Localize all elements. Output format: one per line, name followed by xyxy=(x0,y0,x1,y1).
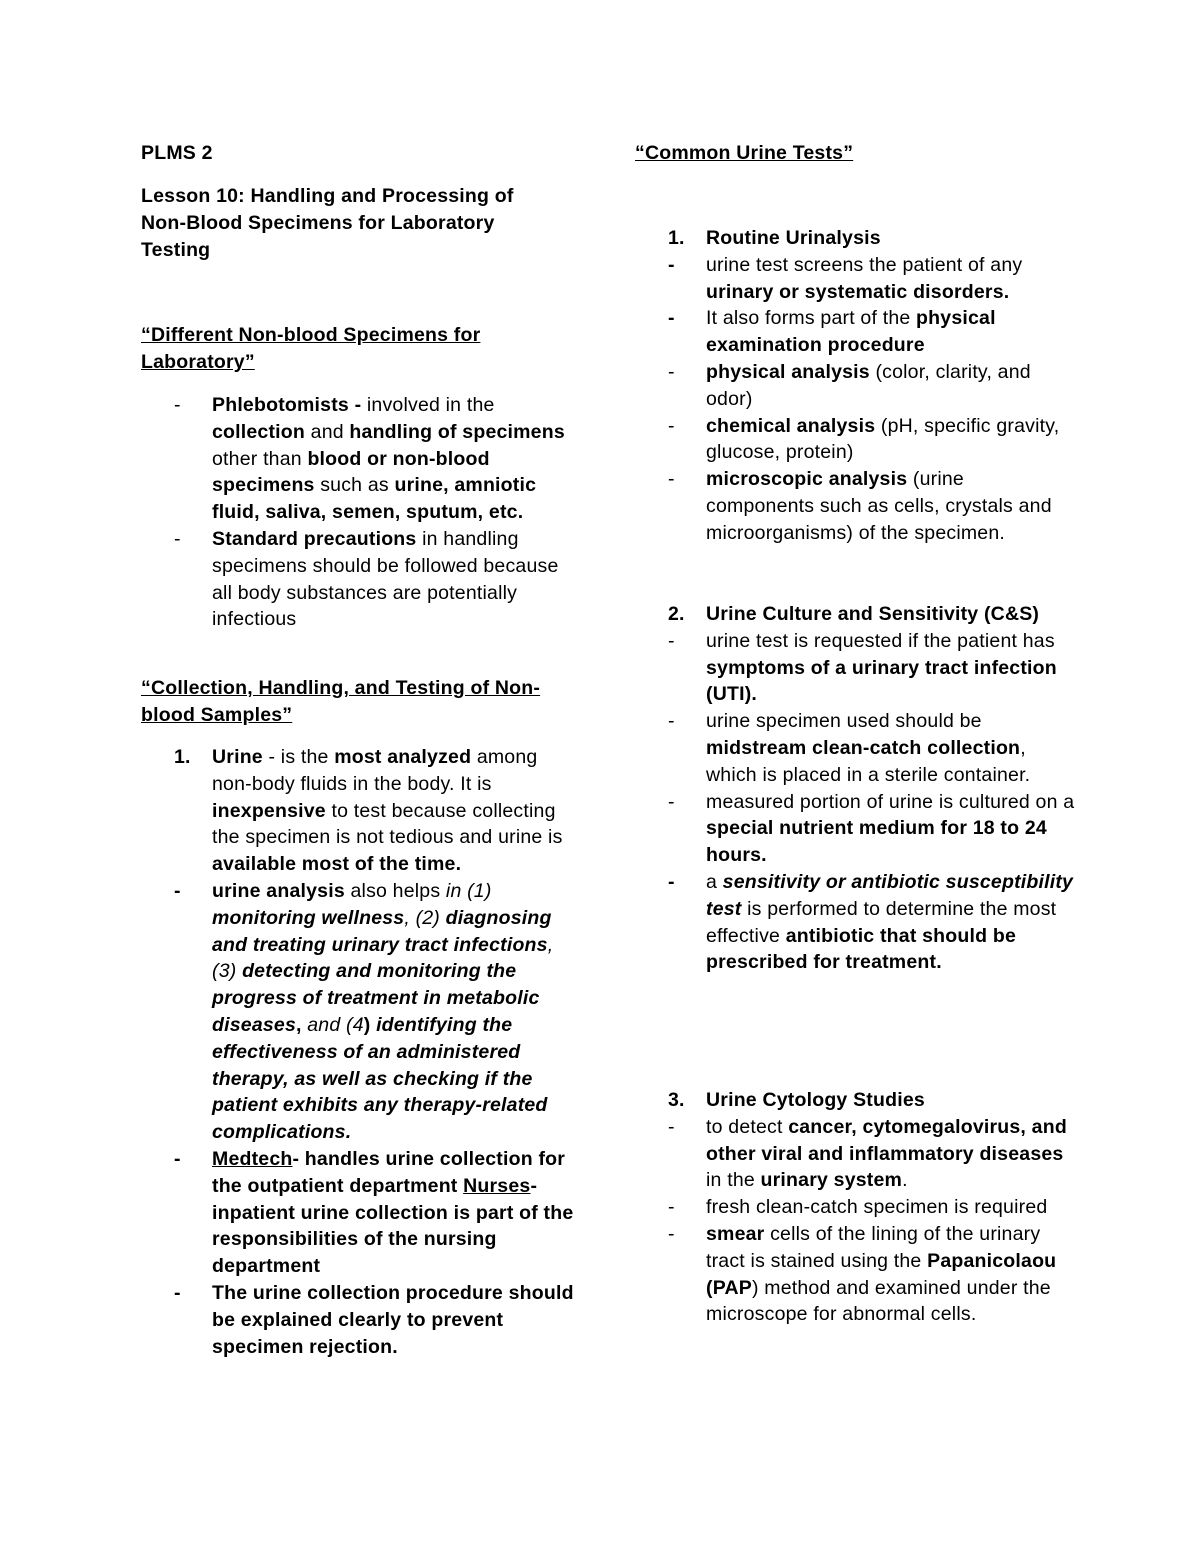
text-run: in (1) xyxy=(445,879,492,902)
text-run: (pH, specific gravity, glucose, protein) xyxy=(706,414,1060,464)
text-run: , (2) xyxy=(404,906,446,929)
text-run: ) xyxy=(363,1013,377,1036)
list-item xyxy=(635,359,1075,413)
list-item-text xyxy=(706,1221,1075,1328)
test-title: Routine Urinalysis xyxy=(706,227,881,249)
bullet-marker: - xyxy=(668,307,675,330)
bullet-marker: - xyxy=(668,1115,675,1138)
list-item-text xyxy=(212,1280,581,1360)
test-title-row xyxy=(635,1087,1075,1114)
list-item xyxy=(635,789,1075,869)
list-item-text xyxy=(212,878,581,1146)
list-item xyxy=(635,628,1075,708)
text-run: sensitivity or antibiotic susceptibility test xyxy=(706,870,1074,920)
list-item-text xyxy=(212,392,581,526)
section-heading-common-urine-tests: “Common Urine Tests” xyxy=(635,142,854,164)
test-title: Urine Cytology Studies xyxy=(706,1089,925,1111)
test-urine-culture xyxy=(635,601,1075,976)
bullet-marker: - xyxy=(668,710,675,733)
text-run: physical analysis xyxy=(706,360,870,383)
text-run: . xyxy=(902,1169,908,1192)
text-run: microscopic analysis xyxy=(706,468,908,491)
section-heading-collection-handling: “Collection, Handling, and Testing of Non-blood Samples” xyxy=(141,677,541,726)
list-item xyxy=(141,878,581,1146)
text-run: (urine components such as cells, crystals and microorganisms) of the specimen. xyxy=(706,468,1052,544)
list-item-text xyxy=(706,466,1075,546)
text-run: also helps xyxy=(344,879,446,902)
lesson-title: Lesson 10: Handling and Processing of Non-Blood Specimens for Laboratory Testing xyxy=(141,185,514,261)
list-item xyxy=(141,526,581,633)
test-number: 1. xyxy=(668,227,685,249)
test-number: 2. xyxy=(668,603,685,625)
text-run: Urine xyxy=(212,746,263,768)
text-run: - handles urine collection for the outpatient department xyxy=(212,1147,566,1197)
list-item-text xyxy=(212,526,581,633)
text-run: The urine collection procedure should be explained clearly to prevent specimen rejection. xyxy=(212,1281,574,1358)
text-run: urine test screens the patient of any xyxy=(706,253,1023,276)
bullet-marker: - xyxy=(668,414,675,437)
text-run: and (4 xyxy=(307,1013,364,1036)
text-run: physical examination procedure xyxy=(706,307,996,357)
text-run: such as xyxy=(314,474,395,497)
bullet-marker: - xyxy=(174,879,181,902)
list-item-text xyxy=(706,708,1075,788)
text-run: urine analysis xyxy=(212,879,345,902)
test-title: Urine Culture and Sensitivity (C&S) xyxy=(706,603,1040,625)
bullet-marker: - xyxy=(174,1147,181,1170)
list-item xyxy=(635,1194,1075,1221)
bullet-marker: - xyxy=(174,527,181,550)
text-run: (color, clarity, and odor) xyxy=(706,360,1031,410)
text-run: urine test is requested if the patient has xyxy=(706,629,1055,652)
text-run: urine, amniotic fluid, saliva, semen, sputum, etc. xyxy=(212,474,537,524)
text-run: , which is placed in a sterile container. xyxy=(706,736,1031,786)
text-run: cells of the lining of the urinary tract is stained using the xyxy=(706,1222,1041,1272)
text-run: diagnosing and treating urinary tract infections xyxy=(212,906,552,956)
bullet-marker: - xyxy=(668,629,675,652)
text-run: handling of specimens xyxy=(349,420,565,443)
list-item xyxy=(141,1280,581,1360)
text-run: special nutrient medium for 18 to 24 hours. xyxy=(706,817,1047,867)
list-item-text xyxy=(706,628,1075,708)
text-run: among non-body fluids in the body. It is xyxy=(212,746,538,795)
bullet-marker: - xyxy=(668,790,675,813)
text-run: cancer, cytomegalovirus, and other viral and inflammatory diseases xyxy=(706,1115,1067,1165)
bullet-marker: - xyxy=(668,253,675,276)
text-run: , xyxy=(296,1013,308,1036)
list-item xyxy=(635,869,1075,976)
text-run: ) method and examined under the microscope for abnormal cells. xyxy=(706,1276,1051,1326)
list-item-text xyxy=(212,1146,581,1280)
text-run: urine specimen used should be xyxy=(706,710,982,733)
list-item xyxy=(635,1221,1075,1328)
text-run: to detect xyxy=(706,1115,789,1138)
list-item xyxy=(635,466,1075,546)
list-item xyxy=(141,392,581,526)
list-item-text xyxy=(706,252,1075,306)
list-item-text xyxy=(212,744,581,878)
bullet-marker: - xyxy=(174,1281,181,1304)
text-run: antibiotic that should be prescribed for treatment. xyxy=(706,924,1017,974)
text-run: most analyzed xyxy=(334,746,472,768)
text-run: collection xyxy=(212,420,306,443)
text-run: monitoring wellness xyxy=(212,906,405,929)
list-item-text xyxy=(706,305,1075,359)
test-urine-cytology xyxy=(635,1087,1075,1328)
text-run: - is the xyxy=(262,746,335,768)
text-run: detecting and monitoring the progress of treatment in metabolic diseases xyxy=(212,960,540,1036)
text-run: fresh clean-catch specimen is required xyxy=(706,1196,1048,1219)
test-title-row xyxy=(635,225,1075,252)
bullet-marker: - xyxy=(174,394,181,416)
text-run: Phlebotomists - xyxy=(212,394,367,416)
section1-list xyxy=(141,392,581,633)
text-run: identifying the effectiveness of an administered therapy, as well as checking if the patient exhibits any therapy-related complications. xyxy=(212,1013,548,1144)
text-run: to test because collecting the specimen is not tedious and urine is xyxy=(212,799,563,849)
text-run: available most of the time. xyxy=(212,853,462,876)
text-run: midstream clean-catch collection xyxy=(706,736,1021,759)
list-item xyxy=(141,1146,581,1280)
text-run: measured portion of urine is cultured on a xyxy=(706,790,1075,813)
text-run: blood or non-blood specimens xyxy=(212,447,490,497)
test-routine-urinalysis xyxy=(635,225,1075,547)
bullet-marker: - xyxy=(668,1222,675,1245)
text-run: a xyxy=(706,870,723,893)
text-run: smear xyxy=(706,1222,765,1245)
text-run: Medtech xyxy=(212,1147,293,1170)
text-run: inexpensive xyxy=(212,799,326,822)
text-run: in the xyxy=(706,1169,761,1192)
list-item-text xyxy=(706,1114,1075,1194)
list-item xyxy=(635,1114,1075,1194)
text-run: Papanicolaou (PAP xyxy=(706,1249,1057,1299)
text-run: symptoms of a urinary tract infection (UTI). xyxy=(706,656,1057,706)
test-title-row xyxy=(635,601,1075,628)
list-item-text xyxy=(706,869,1075,976)
text-run: in handling specimens should be followed because all body substances are potentially infectious xyxy=(212,527,559,631)
text-run: , (3) xyxy=(212,933,554,983)
text-run: urinary or systematic disorders. xyxy=(706,280,1010,303)
list-item-text xyxy=(706,413,1075,467)
list-item-text xyxy=(706,359,1075,413)
text-run: chemical analysis xyxy=(706,414,876,437)
bullet-marker: - xyxy=(668,1196,675,1219)
text-run: urinary system xyxy=(760,1169,903,1192)
list-item xyxy=(635,708,1075,788)
test-number: 3. xyxy=(668,1089,685,1111)
text-run: involved in the xyxy=(366,394,495,416)
section-heading-nonblood-specimens: “Different Non-blood Specimens for Laboratory” xyxy=(141,324,481,373)
list-item xyxy=(635,413,1075,467)
list-item xyxy=(635,305,1075,359)
list-item xyxy=(635,252,1075,306)
text-run: - inpatient urine collection is part of the responsibilities of the nursing department xyxy=(212,1174,574,1278)
text-run: Standard precautions xyxy=(212,527,417,550)
section2-list xyxy=(141,744,581,1360)
text-run: Nurses xyxy=(463,1174,531,1197)
list-item-urine xyxy=(141,744,581,878)
text-run: other than xyxy=(212,447,308,470)
list-item-text xyxy=(706,789,1075,869)
text-run: is performed to determine the most effective xyxy=(706,897,1057,947)
course-code: PLMS 2 xyxy=(141,142,213,164)
bullet-marker: - xyxy=(668,468,675,491)
text-run: and xyxy=(305,420,350,443)
list-item-text xyxy=(706,1194,1075,1221)
item-number: 1. xyxy=(174,746,191,768)
text-run: It also forms part of the xyxy=(706,307,917,330)
bullet-marker: - xyxy=(668,870,675,893)
bullet-marker: - xyxy=(668,360,675,383)
